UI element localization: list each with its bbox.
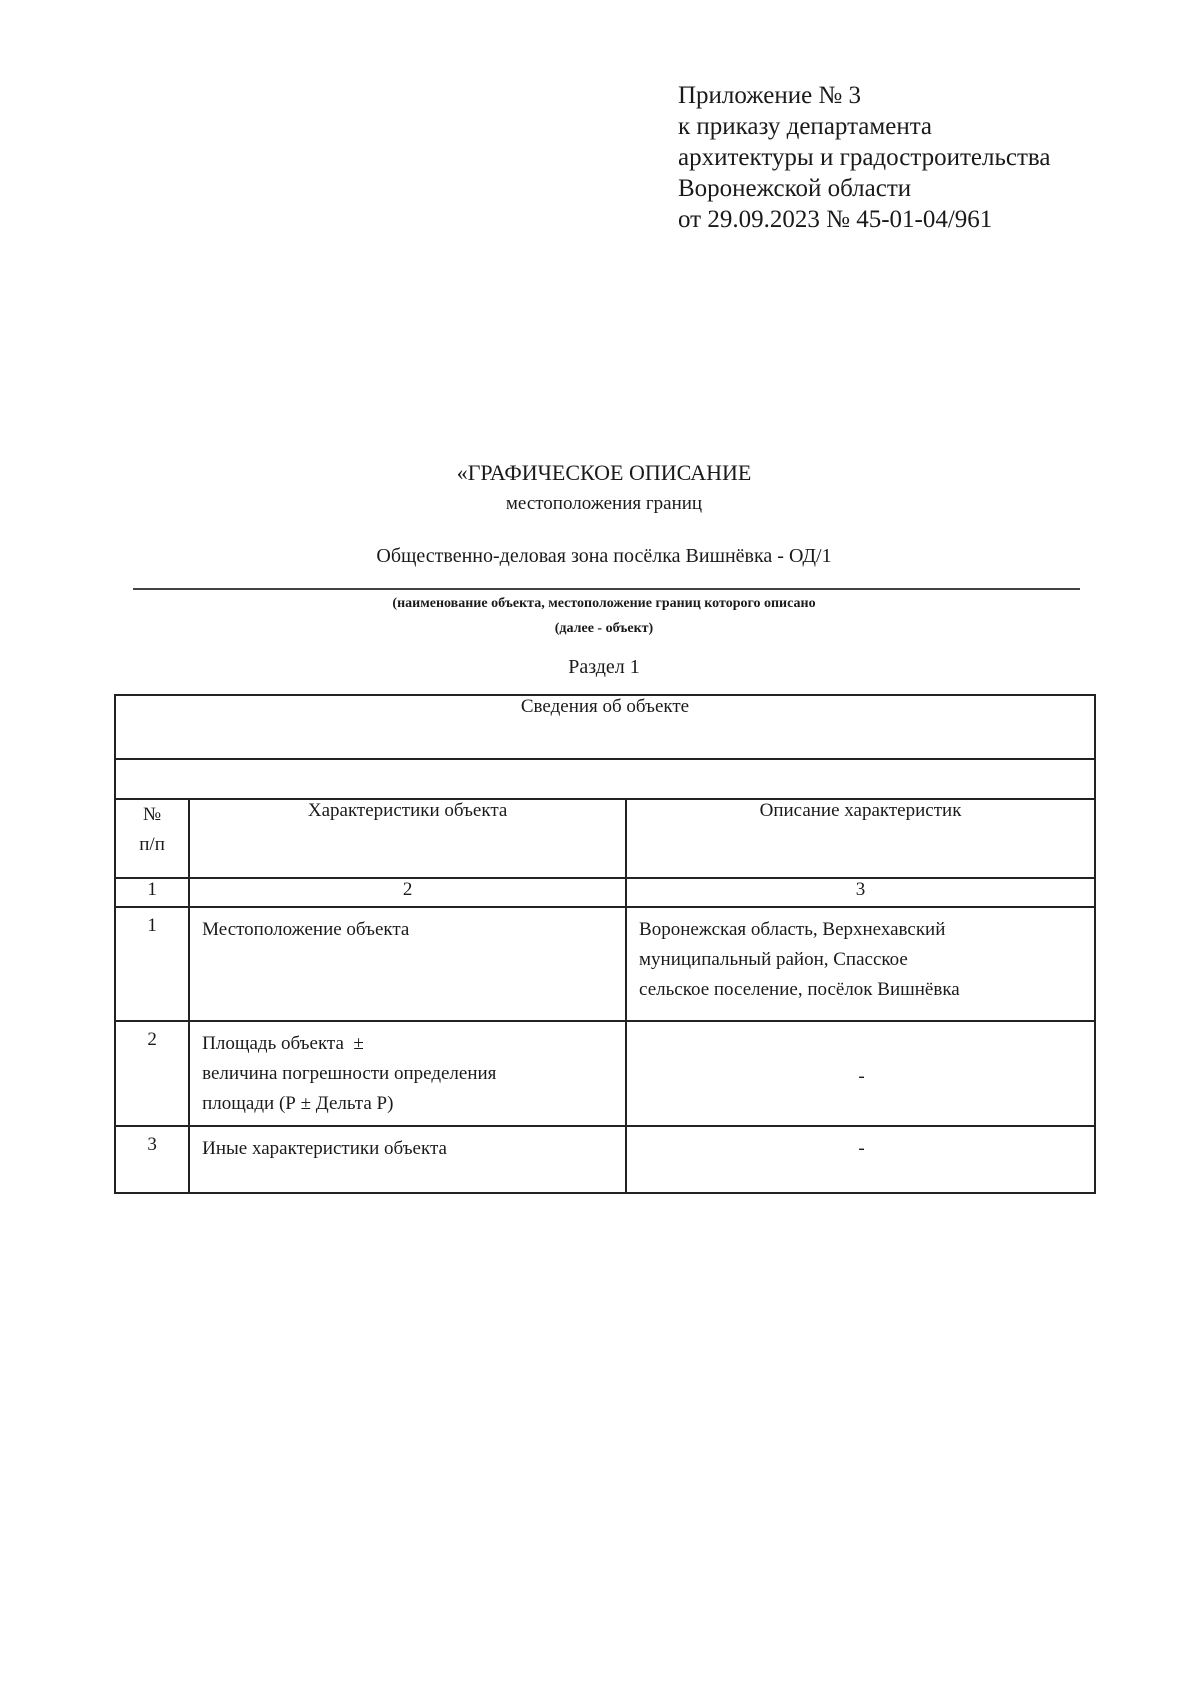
table-caption-row [115,695,1095,759]
object-name-note: (наименование объекта, местоположение границ которого описано [392,596,816,611]
row-description [626,907,1095,1021]
header-number-abbr: п/п [139,834,165,855]
document-title: «ГРАФИЧЕСКОЕ ОПИСАНИЕ [456,460,752,485]
table-caption: Сведения об объекте [115,695,1095,759]
object-name-note-continued: (далее - объект) [554,621,654,636]
text-line: Иные характеристики объекта [202,1138,447,1159]
text-line: сельское поселение, посёлок Вишнёвка [639,979,960,1000]
empty-cell [115,759,1095,799]
row-number: 2 [115,1021,189,1126]
text-line: муниципальный район, Спасское [639,949,908,970]
index-cell: 1 [115,878,189,907]
header-description: Описание характеристик [626,799,1095,878]
text-line: величина погрешности определения [202,1063,497,1084]
row-characteristic [189,1021,626,1126]
underline-divider [133,588,1080,590]
header-characteristic: Характеристики объекта [189,799,626,878]
object-info-table [114,694,1096,1194]
row-number: 3 [115,1126,189,1193]
text-line: Площадь объекта ± [202,1033,364,1054]
table-header-row [115,799,1095,878]
attachment-line: Воронежской области [678,175,912,202]
row-description: - [626,1021,1095,1126]
attachment-line: к приказу департамента [678,113,933,140]
attachment-header [678,80,1050,235]
text-line: площади (Р ± Дельта Р) [202,1093,394,1114]
text-line: Воронежская область, Верхнехавский [639,919,946,940]
attachment-line: архитектуры и градостроительства [678,144,1051,171]
row-description: - [626,1126,1095,1193]
index-cell: 2 [189,878,626,907]
table-row [115,907,1095,1021]
attachment-line: Приложение № 3 [678,82,862,109]
document-subtitle: местоположения границ [505,493,703,514]
attachment-line: от 29.09.2023 № 45-01-04/961 [678,206,993,233]
row-number: 1 [115,907,189,1021]
row-characteristic [189,907,626,1021]
table-empty-row [115,759,1095,799]
row-characteristic [189,1126,626,1193]
header-number [115,799,189,878]
section-label: Раздел 1 [568,656,640,678]
header-number-symbol: № [143,804,162,825]
table-index-row [115,878,1095,907]
table-row [115,1126,1095,1193]
table-row [115,1021,1095,1126]
text-line: Местоположение объекта [202,919,410,940]
index-cell: 3 [626,878,1095,907]
object-name: Общественно-деловая зона посёлка Вишнёвка - ОД/1 [376,545,832,567]
